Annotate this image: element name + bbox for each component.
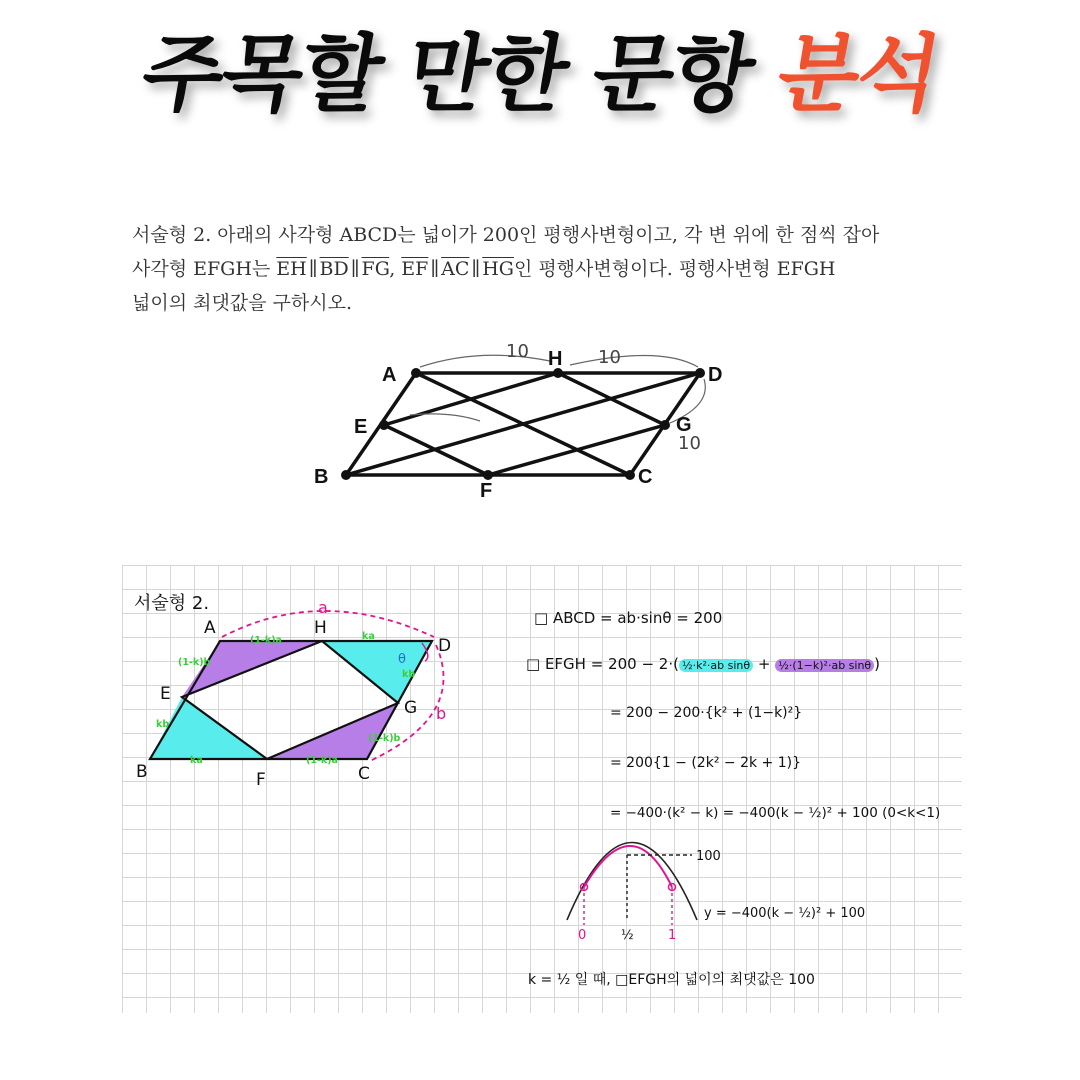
segment-eh: $\overline{EH}$ <box>276 258 307 280</box>
pencil-arc-hd <box>570 355 698 367</box>
label-e: E <box>354 416 368 438</box>
point-e-dot <box>379 420 389 430</box>
title-accent: 분석 <box>770 25 946 123</box>
label-b: B <box>314 466 329 488</box>
equation-step-4: = 200{1 − (2k² − 2k + 1)} <box>610 755 801 771</box>
parallel-symbol: ∥ <box>430 258 440 280</box>
sol-label-d: D <box>438 636 452 656</box>
green-fc: (1-k)a <box>306 755 338 766</box>
parallel-symbol: ∥ <box>308 258 318 280</box>
label-a: A <box>382 364 397 386</box>
green-gc: (1-k)b <box>368 733 401 744</box>
segment-ef-line <box>384 425 488 475</box>
equation-step-5: = −400·(k² − k) = −400(k − ½)² + 100 (0<k<1) <box>610 805 941 821</box>
problem-line-1: 서술형 2. 아래의 사각형 ABCD는 넓이가 200인 평행사변형이고, 각 변 위에 한 점씩 잡아 <box>132 224 880 246</box>
green-eb: kb <box>156 719 170 730</box>
label-h: H <box>548 348 563 370</box>
solution-heading: 서술형 2. <box>134 593 210 614</box>
label-d: D <box>708 364 723 386</box>
segment-fg: $\overline{FG}$ <box>361 258 390 280</box>
problem-line-2-suffix: 인 평행사변형이다. 평행사변형 EFGH <box>513 258 836 280</box>
solution-conclusion: k = ½ 일 때, □EFGH의 넓이의 최댓값은 100 <box>528 972 815 988</box>
point-b-dot <box>341 470 351 480</box>
equation-step-3: = 200 − 200·{k² + (1−k)²} <box>610 705 803 721</box>
label-g: G <box>676 414 692 436</box>
segment-bd: $\overline{BD}$ <box>319 258 349 280</box>
sol-label-b: B <box>136 762 148 782</box>
separator: , <box>389 258 402 280</box>
problem-line-2 <box>132 252 932 286</box>
point-f-dot <box>483 470 493 480</box>
green-ah: (1-k)a <box>250 635 282 646</box>
problem-line-3: 넓이의 최댓값을 구하시오. <box>132 292 353 314</box>
green-ae: (1-k)b <box>178 657 211 668</box>
green-hd: ka <box>362 631 375 642</box>
segment-hg: $\overline{HG}$ <box>482 258 514 280</box>
sol-label-f: F <box>256 770 266 790</box>
pencil-arc-ah <box>420 355 550 367</box>
parabola-graph <box>567 843 865 944</box>
green-bf: ka <box>190 755 203 766</box>
note-hd: 10 <box>598 347 621 368</box>
point-c-dot <box>625 470 635 480</box>
label-f: F <box>480 480 493 502</box>
solution-grid <box>122 565 962 1013</box>
sol-label-c: C <box>358 764 370 784</box>
cyan-highlight: ½·k²·ab sinθ <box>679 659 753 672</box>
equation-efgh-plus: + <box>753 655 776 673</box>
segment-hg-line <box>558 373 665 425</box>
label-c: C <box>638 466 653 488</box>
theta-label: θ <box>398 652 406 667</box>
graph-function-label: y = −400(k − ½)² + 100 <box>704 906 866 921</box>
note-gc: 10 <box>678 433 701 454</box>
side-a-label: a <box>318 598 328 617</box>
problem-line-2-prefix: 사각형 EFGH는 <box>132 258 277 280</box>
diagonal-bd <box>346 373 700 475</box>
equation-abcd: □ ABCD = ab·sinθ = 200 <box>534 609 723 627</box>
parallel-symbol: ∥ <box>471 258 481 280</box>
sol-label-a: A <box>204 618 216 638</box>
graph-zero-label: 0 <box>578 928 587 943</box>
sol-label-g: G <box>404 698 418 718</box>
side-b-label: b <box>436 704 447 723</box>
segment-ef: $\overline{EF}$ <box>401 258 429 280</box>
point-d-dot <box>695 368 705 378</box>
title-main: 주목할 만한 문항 <box>134 25 788 123</box>
equation-efgh-start: □ EFGH = 200 − 2·( <box>526 655 679 673</box>
problem-statement <box>132 218 932 320</box>
note-ah: 10 <box>506 341 529 362</box>
parallel-symbol: ∥ <box>350 258 360 280</box>
point-g-dot <box>660 420 670 430</box>
parallelogram-diagram <box>300 335 740 510</box>
sol-label-h: H <box>314 618 327 638</box>
page-title <box>0 25 1080 123</box>
graph-half-label: ½ <box>621 928 634 943</box>
sol-label-e: E <box>160 684 171 704</box>
equation-efgh-end: ) <box>874 655 881 673</box>
segment-ac: $\overline{AC}$ <box>441 258 470 280</box>
parabola-highlight <box>584 846 672 887</box>
graph-one-label: 1 <box>668 928 677 943</box>
point-a-dot <box>411 368 421 378</box>
graph-max-label: 100 <box>696 849 721 864</box>
green-dg: kb <box>402 669 416 680</box>
arc-side-a <box>222 611 434 637</box>
solution-drawing <box>122 565 962 1013</box>
purple-highlight: ½·(1−k)²·ab sinθ <box>775 659 874 672</box>
equation-efgh <box>526 655 880 673</box>
